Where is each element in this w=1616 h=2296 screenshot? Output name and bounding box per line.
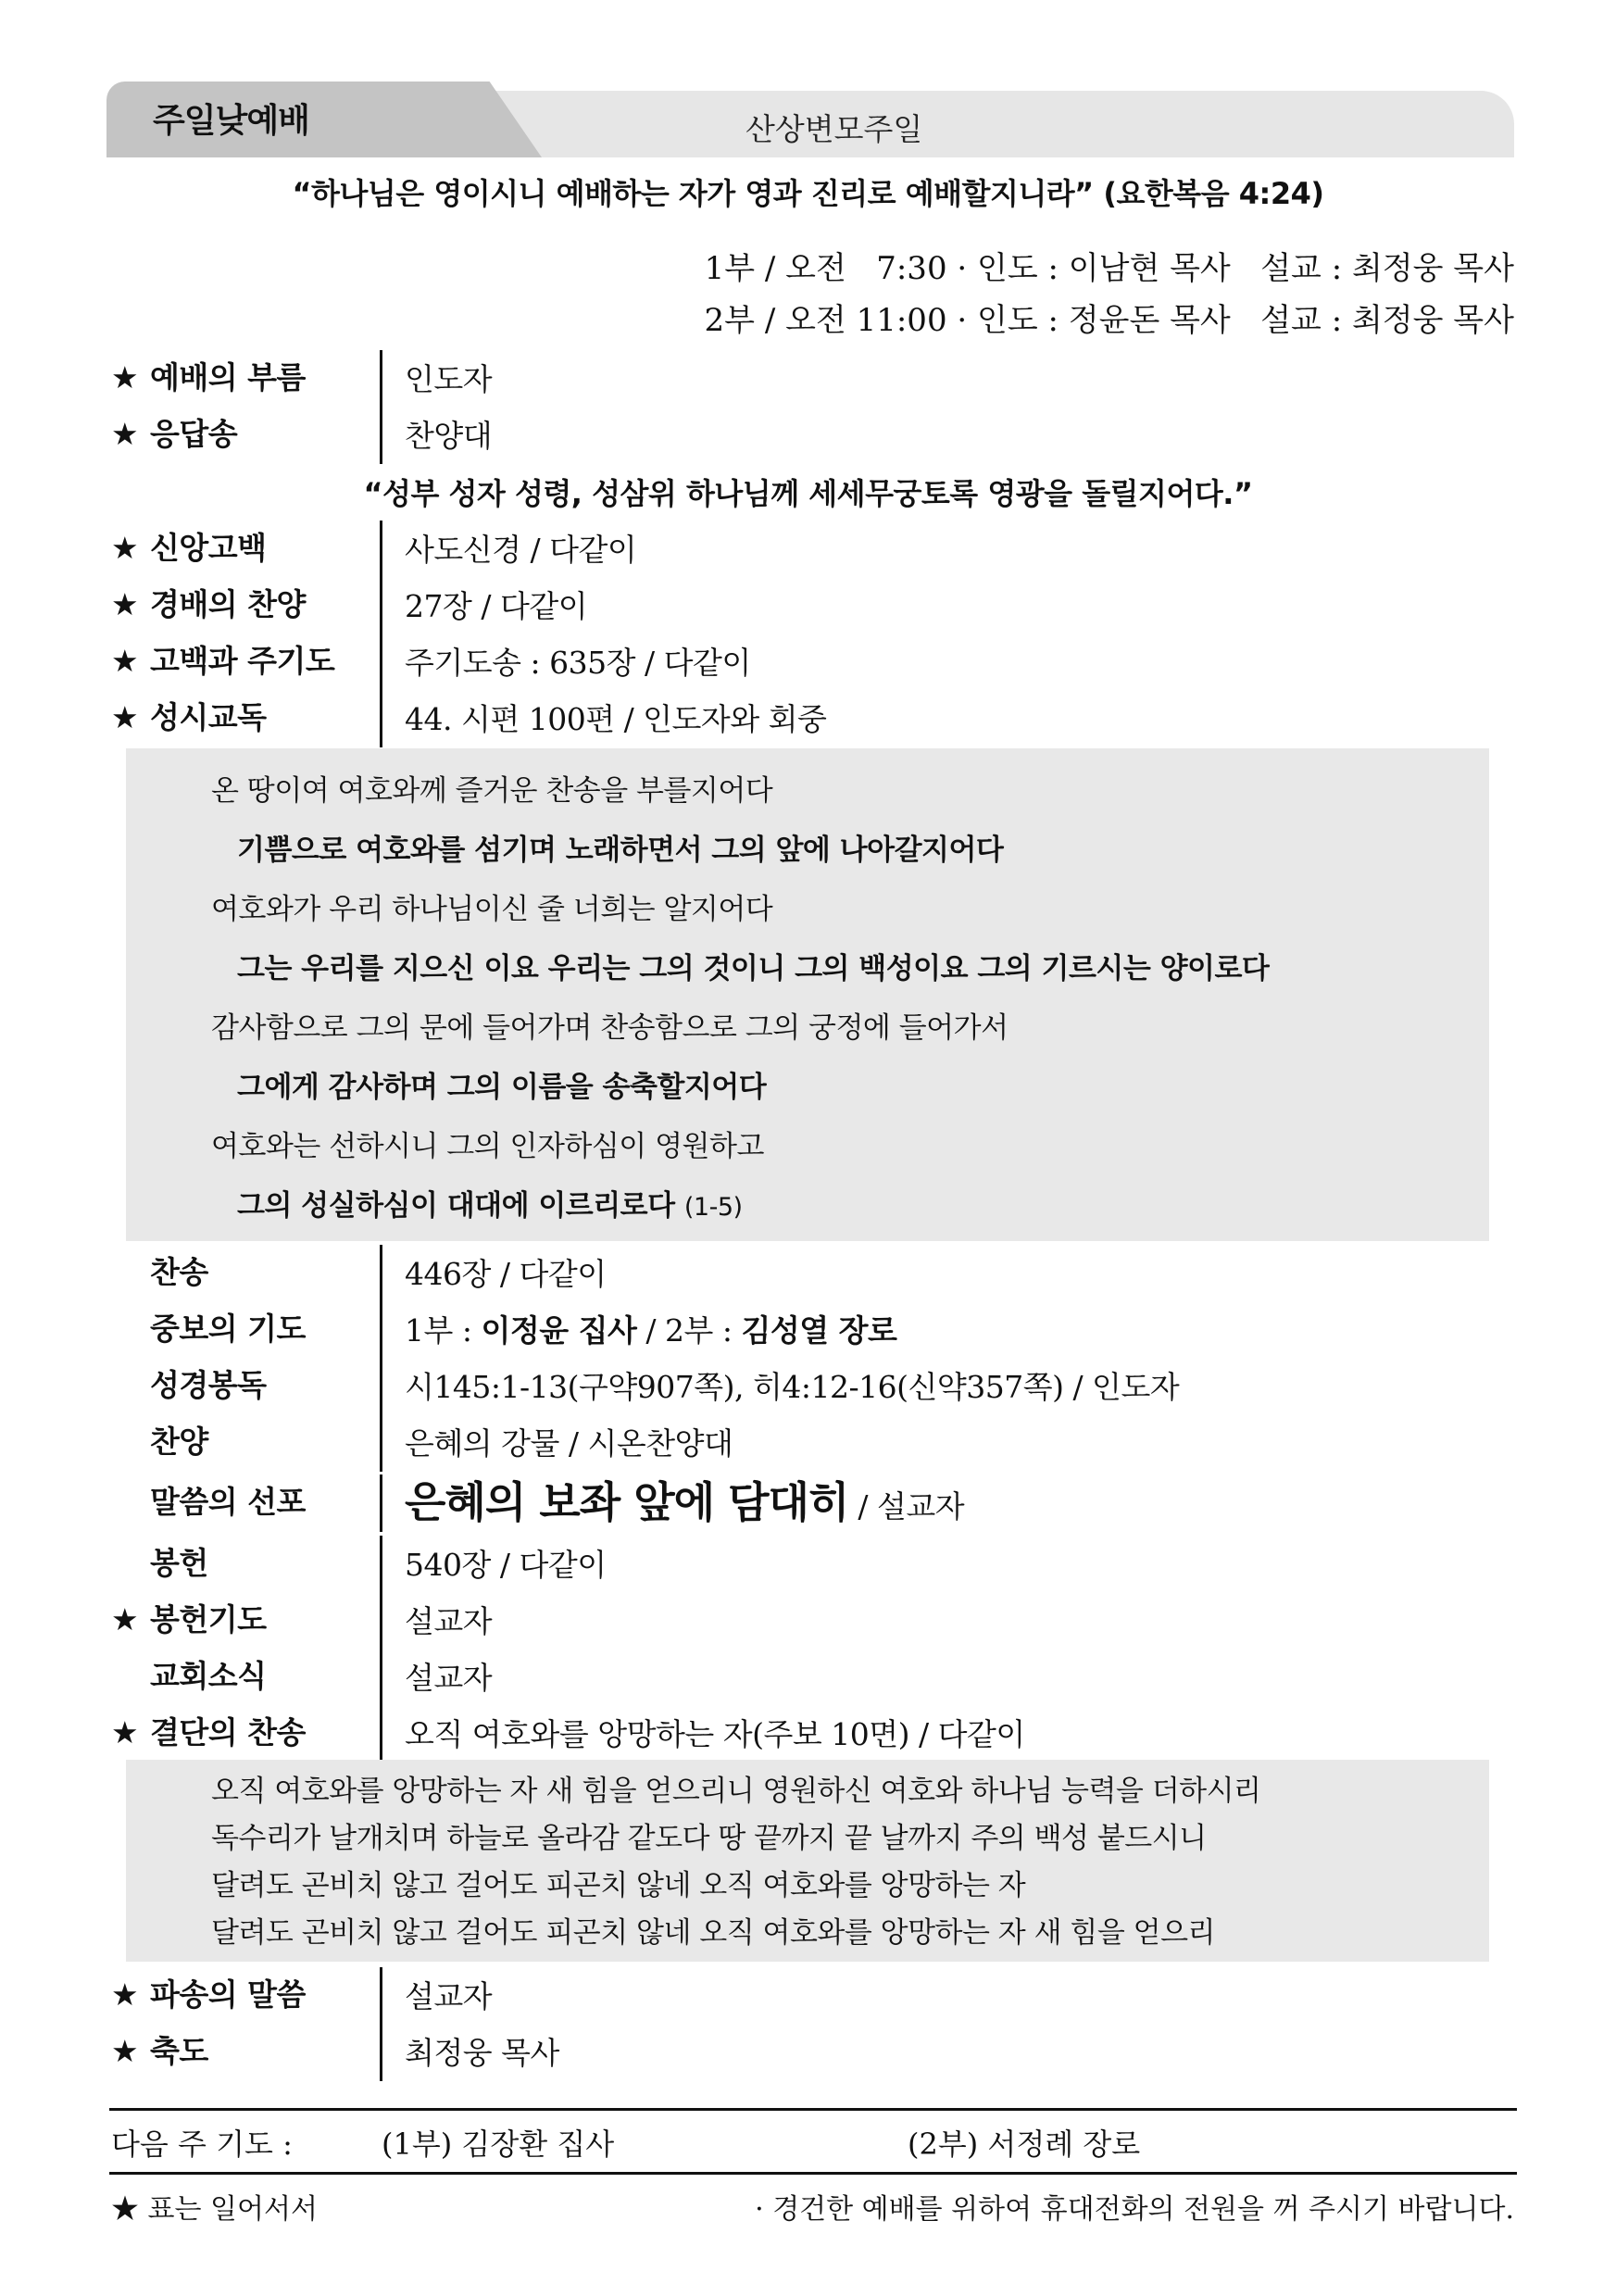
- order-label: 응답송: [150, 416, 238, 452]
- divider: [380, 1705, 382, 1763]
- order-label: 고백과 주기도: [150, 643, 335, 679]
- divider: [380, 1536, 382, 1593]
- order-value: 44. 시편 100편 / 인도자와 회중: [405, 701, 827, 737]
- divider: [380, 1967, 382, 2025]
- order-value: 인도자: [405, 361, 493, 397]
- order-value: 27장 / 다같이: [405, 588, 588, 624]
- divider: [380, 1245, 382, 1302]
- reading-line: 그에게 감사하며 그의 이름을 송축할지어다: [237, 1071, 767, 1104]
- gloria-patri: “성부 성자 성령, 성삼위 하나님께 세세무궁토록 영광을 돌릴지어다.”: [363, 476, 1253, 511]
- order-value: 주기도송 : 635장 / 다같이: [405, 645, 751, 681]
- footer-rule-top: [109, 2108, 1517, 2111]
- order-label: 결단의 찬송: [150, 1714, 306, 1750]
- star-icon: ★: [111, 699, 139, 735]
- divider: [380, 1592, 382, 1650]
- order-value: 오직 여호와를 앙망하는 자(주보 10면) / 다같이: [405, 1716, 1025, 1752]
- hymn-lyrics-box: [126, 1760, 1489, 1962]
- order-value: 최정웅 목사: [405, 2035, 559, 2071]
- divider: [380, 690, 382, 747]
- order-value: 시145:1-13(구약907쪽), 히4:12-16(신약357쪽) / 인도자: [405, 1369, 1180, 1405]
- divider: [380, 350, 382, 408]
- reading-line-text: 그의 성실하심이 대대에 이르리로다: [237, 1189, 675, 1223]
- next-week-label: 다음 주 기도 :: [111, 2127, 293, 2162]
- order-label: 경배의 찬양: [150, 586, 306, 622]
- order-label: 성시교독: [150, 699, 267, 735]
- divider: [380, 2024, 382, 2081]
- star-icon: ★: [111, 530, 139, 566]
- lyric-line: 오직 여호와를 앙망하는 자 새 힘을 얻으리니 영원하신 여호와 하나님 능력을 더하시리: [211, 1775, 1261, 1808]
- reading-reference: (1-5): [683, 1193, 743, 1222]
- star-icon: ★: [111, 1714, 139, 1750]
- reading-line: 여호와가 우리 하나님이신 줄 너희는 알지어다: [211, 893, 773, 926]
- reading-line: 여호와는 선하시니 그의 인자하심이 영원하고: [211, 1130, 764, 1163]
- order-value: 설교자: [405, 1978, 493, 2014]
- footer-rule-bottom: [109, 2172, 1517, 2175]
- order-label: 찬송: [150, 1254, 208, 1290]
- intercessor-2: 김성열 장로: [741, 1312, 897, 1349]
- next-week-prayer-2: (2부) 서정례 장로: [908, 2127, 1141, 2162]
- order-value: 찬양대: [405, 418, 493, 454]
- order-value: 540장 / 다같이: [405, 1547, 607, 1583]
- order-value: 은혜의 강물 / 시온찬양대: [405, 1425, 733, 1462]
- theme-verse: “하나님은 영이시니 예배하는 자가 영과 진리로 예배할지니라” (요한복음 4:24): [292, 176, 1324, 211]
- order-value: 446장 / 다같이: [405, 1256, 607, 1292]
- order-value: 설교자: [405, 1660, 493, 1696]
- reading-line: 감사함으로 그의 문에 들어가며 찬송함으로 그의 궁정에 들어가서: [211, 1011, 1008, 1045]
- order-value: 설교자: [405, 1603, 493, 1639]
- divider: [380, 1301, 382, 1359]
- standing-note: ★ 표는 일어서서: [111, 2193, 318, 2226]
- divider: [380, 1649, 382, 1706]
- phone-note: · 경건한 예배를 위하여 휴대전화의 전원을 꺼 주시기 바랍니다.: [755, 2193, 1514, 2226]
- order-label: 신앙고백: [150, 530, 267, 566]
- order-label: 예배의 부름: [150, 359, 306, 395]
- lyric-line: 독수리가 날개치며 하늘로 올라감 같도다 땅 끝까지 끝 날까지 주의 백성 붙드시니: [211, 1822, 1207, 1855]
- page-subtitle: 산상변모주일: [745, 111, 923, 147]
- star-icon: ★: [111, 643, 139, 679]
- star-icon: ★: [111, 586, 139, 622]
- divider: [380, 634, 382, 691]
- divider: [380, 1474, 382, 1532]
- page-title: 주일낮예배: [153, 102, 309, 140]
- sermon-title: 은혜의 보좌 앞에 담대히: [405, 1477, 849, 1527]
- order-value: 사도신경 / 다같이: [405, 532, 637, 568]
- intercessor-1: 이정윤 집사: [481, 1312, 637, 1349]
- reading-line: 온 땅이여 여호와께 즐거운 찬송을 부를지어다: [211, 774, 773, 808]
- star-icon: ★: [111, 416, 139, 452]
- star-icon: ★: [111, 1601, 139, 1637]
- divider: [380, 1414, 382, 1472]
- service-info-2: 2부 / 오전 11:00 · 인도 : 정윤돈 목사 설교 : 최정웅 목사: [704, 302, 1514, 339]
- lyric-line: 달려도 곤비치 않고 걸어도 피곤치 않네 오직 여호와를 앙망하는 자 새 힘을 얻으리: [211, 1916, 1215, 1950]
- star-icon: ★: [111, 1976, 139, 2013]
- reading-line: 기쁨으로 여호와를 섬기며 노래하면서 그의 앞에 나아갈지어다: [237, 834, 1004, 867]
- reading-line: 그는 우리를 지으신 이요 우리는 그의 것이니 그의 백성이요 그의 기르시는 양이로다: [237, 952, 1270, 985]
- order-value: [405, 1307, 896, 1350]
- divider: [380, 1358, 382, 1415]
- order-label: 말씀의 선포: [150, 1484, 306, 1520]
- responsive-reading-box: [126, 748, 1489, 1241]
- intercession-sep: / 2부 :: [636, 1312, 742, 1349]
- order-label: 파송의 말씀: [150, 1976, 306, 2013]
- order-label: 중보의 기도: [150, 1311, 306, 1347]
- sermon-suffix: / 설교자: [848, 1488, 965, 1524]
- order-label: 찬양: [150, 1424, 208, 1460]
- lyric-line: 달려도 곤비치 않고 걸어도 피곤치 않네 오직 여호와를 앙망하는 자: [211, 1869, 1026, 1902]
- divider: [380, 407, 382, 464]
- next-week-prayer-1: (1부) 김장환 집사: [382, 2127, 615, 2162]
- order-label: 성경봉독: [150, 1367, 267, 1403]
- order-label: 봉헌: [150, 1545, 208, 1581]
- order-label: 봉헌기도: [150, 1601, 267, 1637]
- order-label: 교회소식: [150, 1658, 267, 1694]
- intercession-part1: 1부 :: [405, 1312, 482, 1349]
- reading-line: [237, 1182, 743, 1223]
- order-value: [405, 1469, 964, 1530]
- divider: [380, 577, 382, 634]
- order-label: 축도: [150, 2033, 208, 2069]
- star-icon: ★: [111, 359, 139, 395]
- service-info-1: 1부 / 오전 7:30 · 인도 : 이남현 목사 설교 : 최정웅 목사: [704, 250, 1514, 287]
- divider: [380, 521, 382, 578]
- section-header: [106, 82, 1514, 157]
- star-icon: ★: [111, 2033, 139, 2069]
